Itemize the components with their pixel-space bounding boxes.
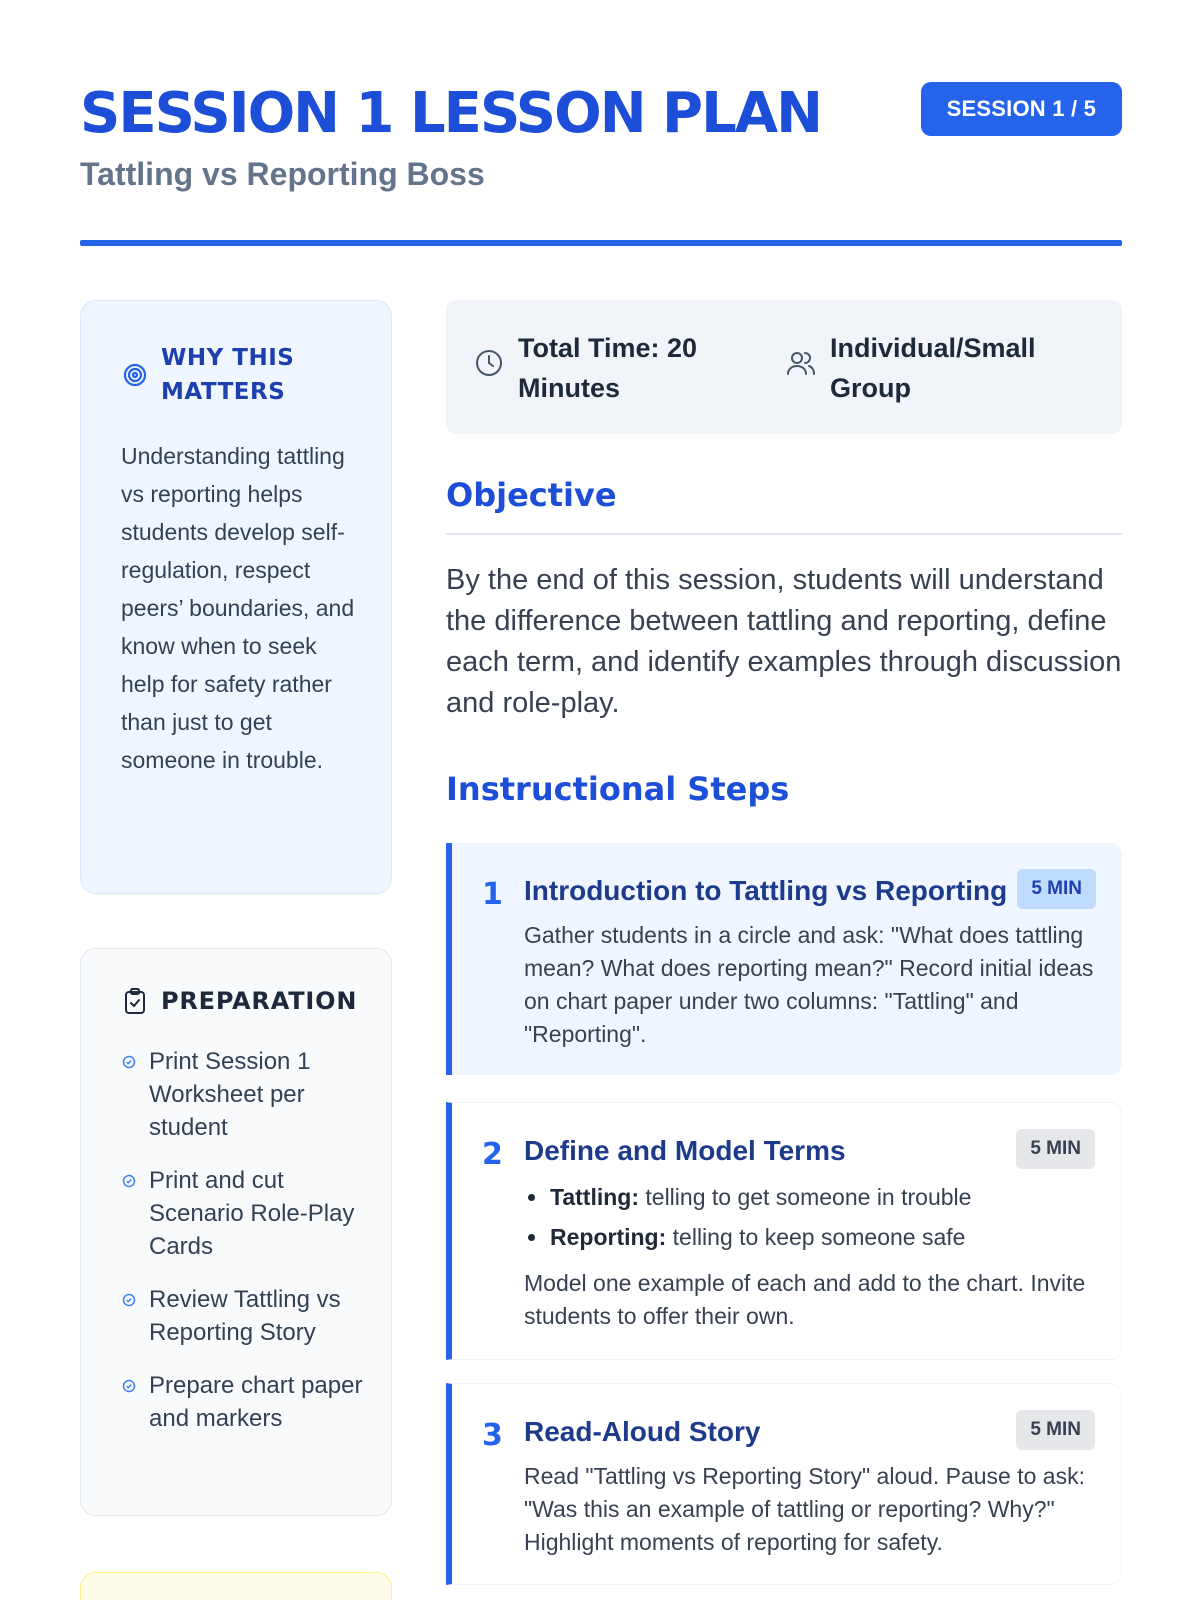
definition-list bbox=[524, 1177, 1095, 1257]
definition-term: Reporting: bbox=[550, 1224, 667, 1250]
preparation-item-text: Print Session 1 Worksheet per student bbox=[149, 1048, 311, 1141]
group-size bbox=[786, 328, 1060, 406]
step-title: Read-Aloud Story bbox=[524, 1416, 761, 1447]
session-badge: SESSION 1 / 5 bbox=[921, 82, 1122, 136]
list-item bbox=[121, 1045, 371, 1144]
step-title: Define and Model Terms bbox=[524, 1135, 846, 1166]
objective-heading: Objective bbox=[446, 476, 617, 514]
users-icon bbox=[786, 348, 816, 378]
step-card bbox=[446, 1383, 1122, 1585]
step-card bbox=[446, 1102, 1122, 1360]
definition-text: telling to keep someone safe bbox=[672, 1224, 966, 1250]
objective-text: By the end of this session, students will understand the difference between tattling and reporting, define each term, and identify examples through discussion and role-play. bbox=[446, 564, 1122, 719]
clipboard-check-icon bbox=[121, 987, 149, 1015]
step-number: 3 bbox=[482, 1418, 503, 1453]
session-meta-bar bbox=[446, 300, 1122, 434]
preparation-item-text: Prepare chart paper and markers bbox=[149, 1372, 363, 1432]
step-card bbox=[446, 843, 1122, 1075]
target-icon bbox=[121, 361, 149, 389]
tip-card bbox=[80, 1572, 392, 1600]
definition-text: telling to get someone in trouble bbox=[645, 1184, 972, 1210]
step-title: Introduction to Tattling vs Reporting bbox=[524, 875, 1008, 906]
list-item bbox=[121, 1283, 371, 1349]
page-title: SESSION 1 LESSON PLAN bbox=[80, 81, 821, 146]
duration-badge: 5 MIN bbox=[1016, 1129, 1095, 1169]
step-description: Read "Tattling vs Reporting Story" aloud. Pause to ask: "Was this an example of tattling or reporting? Why?" Highlight moments of reporting for safety. bbox=[524, 1463, 1085, 1555]
why-this-matters-card bbox=[80, 300, 392, 894]
list-item bbox=[121, 1164, 371, 1263]
check-circle-icon bbox=[121, 1292, 137, 1308]
step-number: 2 bbox=[482, 1137, 503, 1172]
why-card-text: Understanding tattling vs reporting helps students develop self-regulation, respect peers’ boundaries, and know when to seek help for safety rather than just to get someone in trouble. bbox=[121, 443, 355, 773]
step-description: Gather students in a circle and ask: "What does tattling mean? What does reporting mean?" Record initial ideas on chart paper under two columns: "Tattling" and "Reporting". bbox=[524, 922, 1094, 1047]
preparation-card bbox=[80, 948, 392, 1516]
definition-term: Tattling: bbox=[550, 1184, 639, 1210]
preparation-item-text: Print and cut Scenario Role-Play Cards bbox=[149, 1167, 355, 1260]
preparation-title: PREPARATION bbox=[161, 987, 358, 1015]
step-number: 1 bbox=[482, 877, 503, 912]
why-card-title: WHY THIS MATTERS bbox=[161, 345, 295, 405]
list-item bbox=[524, 1217, 1095, 1257]
check-circle-icon bbox=[121, 1054, 137, 1070]
page-subtitle: Tattling vs Reporting Boss bbox=[80, 156, 485, 192]
clock-icon bbox=[474, 348, 504, 378]
preparation-list bbox=[121, 1045, 371, 1435]
total-time-text: Total Time: 20 Minutes bbox=[518, 333, 698, 403]
objective-divider bbox=[446, 533, 1122, 535]
check-circle-icon bbox=[121, 1173, 137, 1189]
instructional-steps-heading: Instructional Steps bbox=[446, 770, 790, 808]
duration-badge: 5 MIN bbox=[1017, 869, 1096, 909]
preparation-item-text: Review Tattling vs Reporting Story bbox=[149, 1286, 341, 1346]
list-item bbox=[524, 1177, 1095, 1217]
group-size-text: Individual/Small Group bbox=[830, 333, 1036, 403]
step-description: Model one example of each and add to the chart. Invite students to offer their own. bbox=[524, 1270, 1086, 1329]
header-divider bbox=[80, 240, 1122, 246]
why-card-header bbox=[121, 341, 363, 409]
page-header bbox=[80, 78, 1122, 193]
total-time bbox=[474, 328, 786, 406]
preparation-header bbox=[121, 987, 371, 1015]
duration-badge: 5 MIN bbox=[1016, 1410, 1095, 1450]
check-circle-icon bbox=[121, 1378, 137, 1394]
list-item bbox=[121, 1369, 371, 1435]
